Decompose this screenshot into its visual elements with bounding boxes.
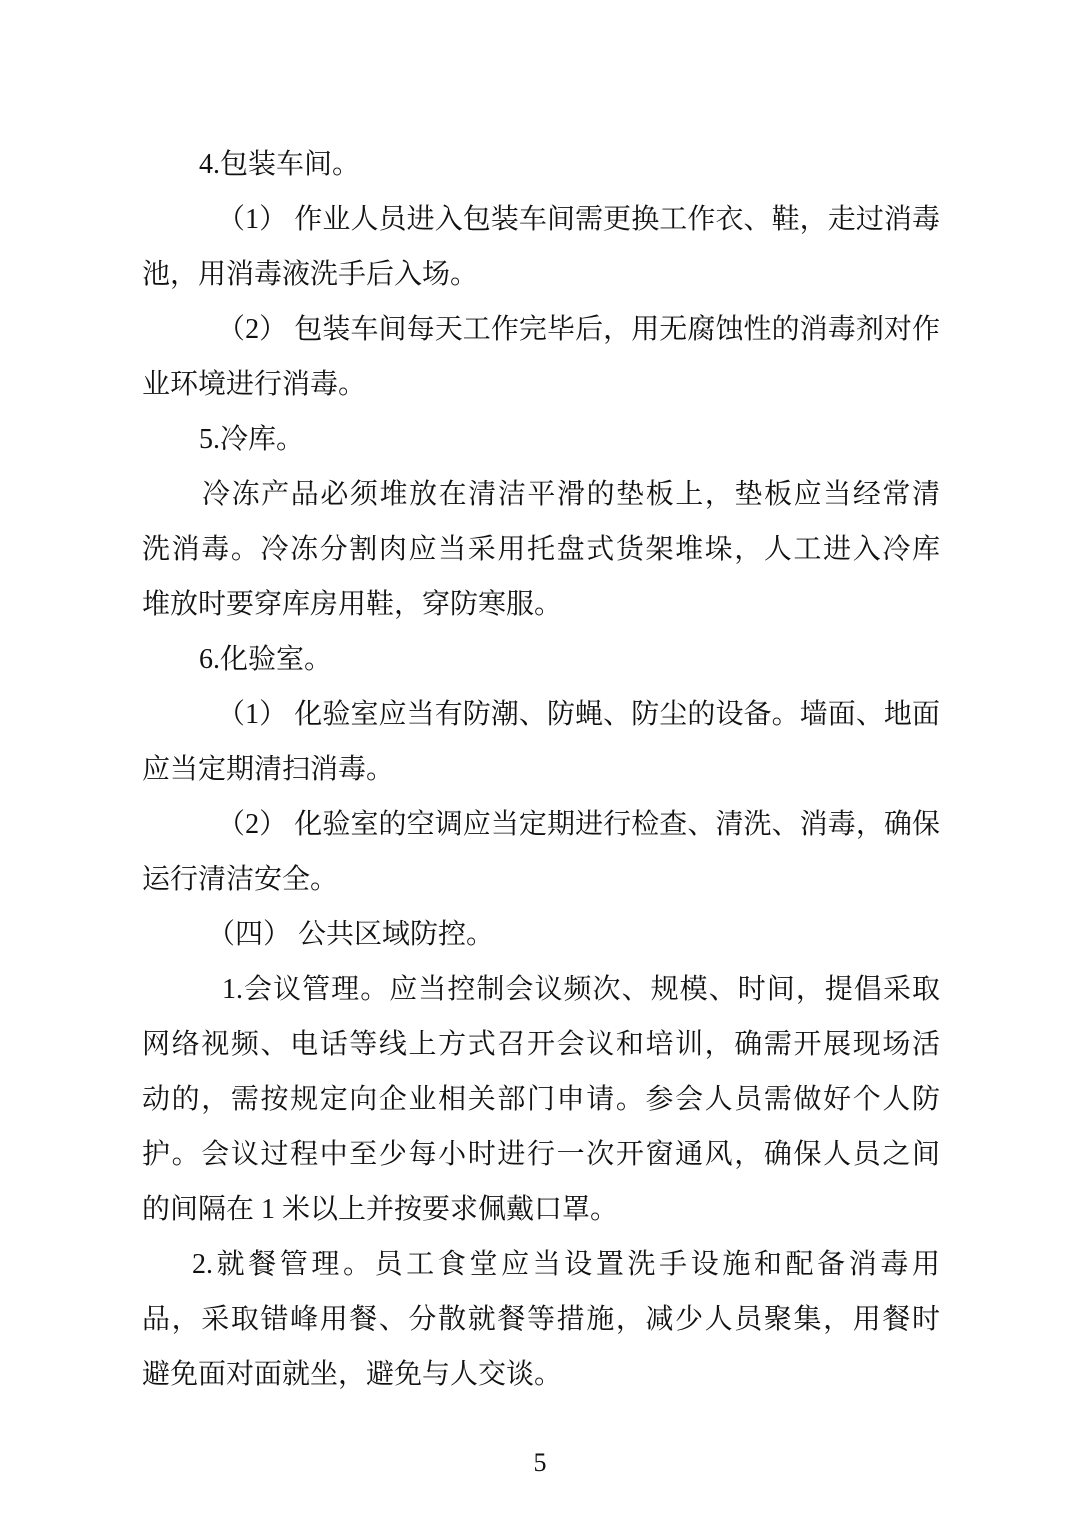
text-line: 4.包装车间。 — [199, 149, 361, 180]
text-line: 洗消毒。冷冻分割肉应当采用托盘式货架堆垛，人工进入冷库 — [142, 534, 940, 565]
document-body — [142, 137, 940, 1402]
text-line: 冷冻产品必须堆放在清洁平滑的垫板上，垫板应当经常清 — [202, 479, 940, 510]
text-line: 网络视频、电话等线上方式召开会议和培训，确需开展现场活 — [142, 1029, 940, 1060]
paragraph-dining-management — [142, 1237, 940, 1402]
text-line: 池，用消毒液洗手后入场。 — [142, 259, 479, 290]
text-line: 1.会议管理。应当控制会议频次、规模、时间，提倡采取 — [222, 974, 940, 1005]
text-line: （1） 作业人员进入包装车间需更换工作衣、鞋，走过消毒 — [217, 204, 940, 235]
paragraph-4-packaging-heading — [142, 137, 940, 192]
text-line: 避免面对面就坐，避免与人交谈。 — [142, 1359, 563, 1390]
paragraph-meeting-management — [142, 962, 940, 1237]
text-line: （1） 化验室应当有防潮、防蝇、防尘的设备。墙面、地面 — [217, 699, 940, 730]
text-line: 运行清洁安全。 — [142, 864, 339, 895]
paragraph-5-coldstore-body — [142, 467, 940, 632]
paragraph-4-item-2 — [142, 302, 940, 412]
paragraph-6-lab-heading — [142, 632, 940, 687]
text-line: 业环境进行消毒。 — [142, 369, 367, 400]
text-line: （四） 公共区域防控。 — [207, 919, 495, 950]
text-line: 品，采取错峰用餐、分散就餐等措施，减少人员聚集，用餐时 — [142, 1304, 940, 1335]
text-line: 应当定期清扫消毒。 — [142, 754, 395, 785]
text-line: 护。会议过程中至少每小时进行一次开窗通风，确保人员之间 — [142, 1139, 940, 1170]
text-line: 2.就餐管理。员工食堂应当设置洗手设施和配备消毒用 — [192, 1249, 940, 1280]
text-line: 6.化验室。 — [199, 644, 333, 675]
text-line: （2） 包装车间每天工作完毕后，用无腐蚀性的消毒剂对作 — [217, 314, 940, 345]
text-line: 的间隔在 1 米以上并按要求佩戴口罩。 — [142, 1194, 619, 1225]
paragraph-6-item-2 — [142, 797, 940, 907]
paragraph-6-item-1 — [142, 687, 940, 797]
paragraph-4-item-1 — [142, 192, 940, 302]
text-line: 5.冷库。 — [199, 424, 305, 455]
page-number: 5 — [533, 1448, 547, 1477]
paragraph-section-4-public-area-heading — [142, 907, 940, 962]
text-line: （2） 化验室的空调应当定期进行检查、清洗、消毒，确保 — [217, 809, 940, 840]
paragraph-5-coldstore-heading — [142, 412, 940, 467]
text-line: 动的，需按规定向企业相关部门申请。参会人员需做好个人防 — [142, 1084, 940, 1115]
text-line: 堆放时要穿库房用鞋，穿防寒服。 — [142, 589, 563, 620]
